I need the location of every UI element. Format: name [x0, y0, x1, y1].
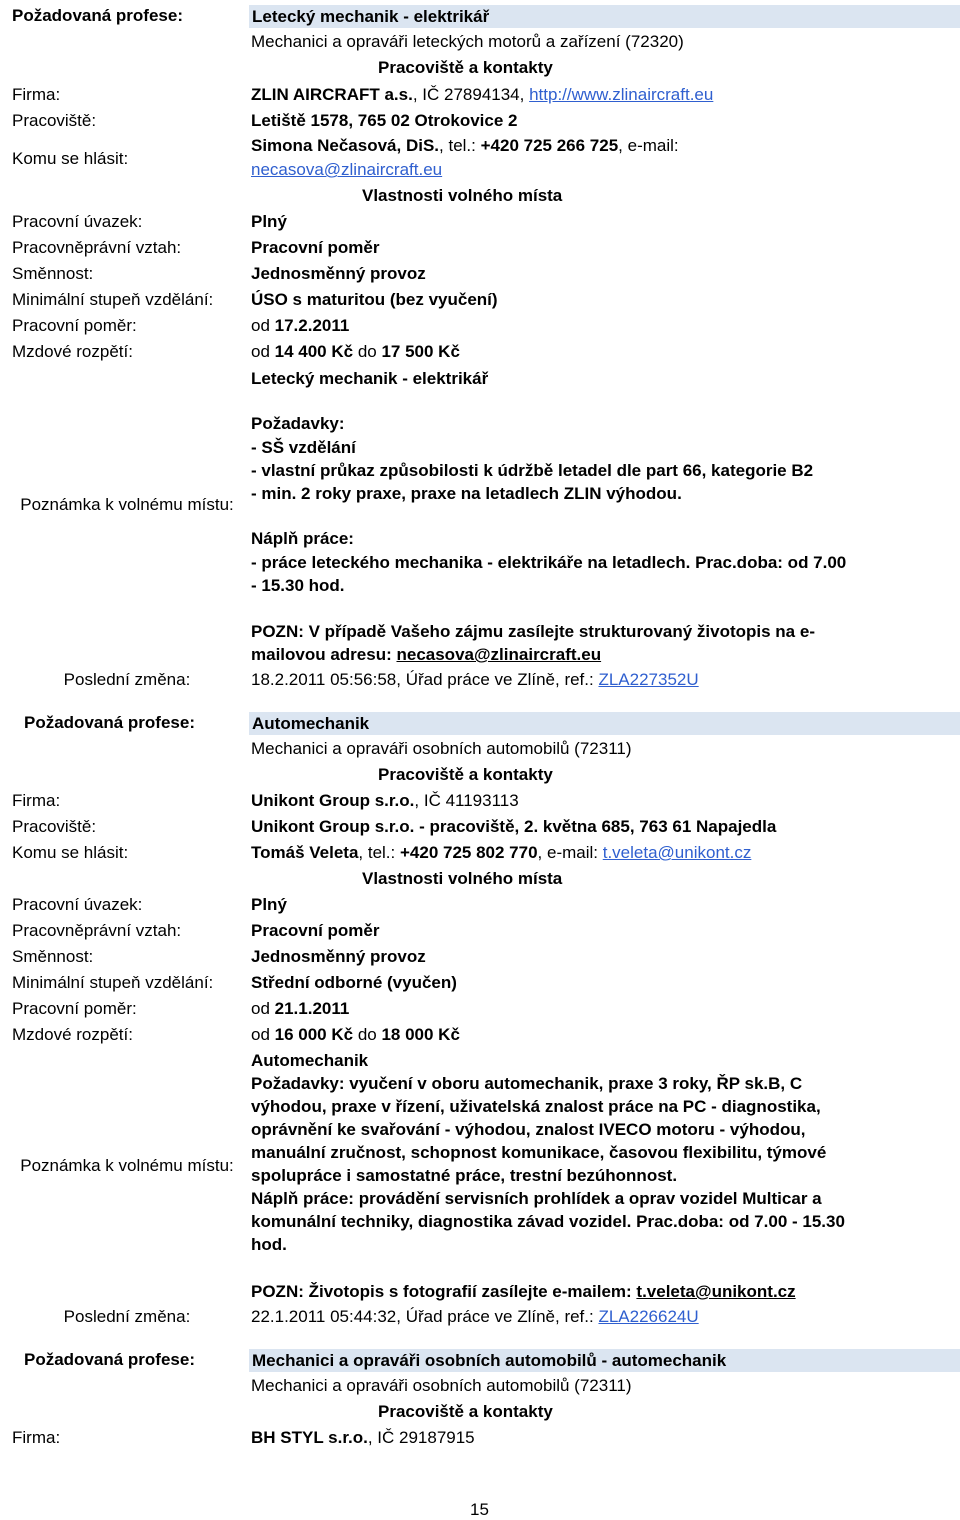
komu-email-link[interactable]: t.veleta@unikont.cz [602, 843, 752, 862]
mzda-do: do [353, 1025, 382, 1044]
pracoviste-value: Unikont Group s.r.o. - pracoviště, 2. května 685, 763 61 Napajedla [251, 817, 777, 836]
pozn-prefix: mailovou adresu: [251, 645, 397, 664]
pozn-line-1: POZN: V případě Vašeho zájmu zasílejte strukturovaný životopis na e- [251, 622, 815, 641]
pozn-email-link[interactable]: necasova@zlinaircraft.eu [396, 645, 602, 664]
komu-email-link[interactable]: necasova@zlinaircraft.eu [251, 160, 443, 179]
uvazek-label: Pracovní úvazek: [12, 895, 143, 914]
firma-ic: , IČ 41193113 [414, 791, 519, 810]
mzda-max: 18 000 Kč [381, 1025, 460, 1044]
pomer-prefix: od [251, 999, 275, 1018]
pomer-row [251, 316, 349, 336]
zmena-row [251, 1307, 699, 1327]
zmena-row [251, 670, 699, 690]
komu-name: Simona Nečasová, DiS. [251, 136, 440, 155]
zmena-label: Poslední změna: [63, 1307, 191, 1326]
smennost-value: Jednosměnný provoz [251, 947, 426, 966]
poznamka-title: Letecký mechanik - elektrikář [251, 369, 489, 388]
pozadavky-line-3: - min. 2 roky praxe, praxe na letadlech ZLIN výhodou. [251, 484, 682, 503]
zmena-text: 22.1.2011 05:44:32, Úřad práce ve Zlíně, ref.: [251, 1307, 599, 1326]
vztah-label: Pracovněprávní vztah: [12, 921, 182, 940]
poznamka-line: výhodou, praxe v řízení, uživatelská znalost práce na PC - diagnostika, [251, 1097, 821, 1116]
zmena-text: 18.2.2011 05:56:58, Úřad práce ve Zlíně, ref.: [251, 670, 599, 689]
mzda-do: do [353, 342, 382, 361]
pomer-date: 17.2.2011 [274, 316, 350, 335]
profese-value: Letecký mechanik - elektrikář [249, 5, 960, 28]
firma-name: ZLIN AIRCRAFT a.s. [251, 85, 413, 104]
mzda-min: 16 000 Kč [274, 1025, 354, 1044]
komu-label: Komu se hlásit: [12, 843, 129, 862]
komu-tel: +420 725 266 725 [480, 136, 619, 155]
uvazek-label: Pracovní úvazek: [12, 212, 143, 231]
poznamka-line: manuální zručnost, schopnost komunikace, časovou flexibilitu, týmové [251, 1143, 827, 1162]
uvazek-value: Plný [251, 895, 287, 914]
uvazek-value: Plný [251, 212, 287, 231]
mzda-row [251, 1025, 460, 1045]
mzda-row [251, 342, 460, 362]
pozn-line-2 [251, 645, 601, 665]
poznamka-line: komunální techniky, diagnostika závad vozidel. Prac.doba: od 7.00 - 15.30 [251, 1212, 845, 1231]
pomer-label: Pracovní poměr: [12, 316, 137, 335]
section-props: Vlastnosti volného místa [362, 869, 563, 888]
profese-label: Požadovaná profese: [24, 713, 195, 732]
pomer-date: 21.1.2011 [274, 999, 350, 1018]
poznamka-line: Požadavky: vyučení v oboru automechanik, praxe 3 roky, ŘP sk.B, C [251, 1074, 803, 1093]
firma-label: Firma: [12, 791, 61, 810]
zmena-ref-link[interactable]: ZLA227352U [598, 670, 699, 689]
firma-label: Firma: [12, 1428, 61, 1447]
kategorie: Mechanici a opraváři osobních automobilů (72311) [251, 739, 632, 758]
poznamka-label: Poznámka k volnému místu: [20, 1156, 234, 1175]
napln-line-2: - 15.30 hod. [251, 576, 345, 595]
section-contacts: Pracoviště a kontakty [378, 58, 553, 77]
komu-row [251, 843, 751, 863]
komu-email-prefix: , e-mail: [537, 843, 603, 862]
firma-name: Unikont Group s.r.o. [251, 791, 415, 810]
firma-row [251, 85, 713, 105]
smennost-label: Směnnost: [12, 947, 94, 966]
napln-head: Náplň práce: [251, 529, 354, 548]
pozadavky-line-2: - vlastní průkaz způsobilosti k údržbě letadel dle part 66, kategorie B2 [251, 461, 814, 480]
poznamka-line: spolupráce i samostatné práce, trestní bezúhonnost. [251, 1166, 678, 1185]
profese-value: Mechanici a opraváři osobních automobilů - automechanik [249, 1349, 960, 1372]
firma-name: BH STYL s.r.o. [251, 1428, 368, 1447]
poznamka-label: Poznámka k volnému místu: [20, 495, 234, 514]
pomer-label: Pracovní poměr: [12, 999, 137, 1018]
poznamka-line: oprávnění ke svařování - výhodou, znalost IVECO motoru - výhodou, [251, 1120, 806, 1139]
vztah-value: Pracovní poměr [251, 921, 380, 940]
profese-label: Požadovaná profese: [24, 1350, 195, 1369]
komu-tel-prefix: , tel.: [439, 136, 481, 155]
komu-tel: +420 725 802 770 [399, 843, 538, 862]
mzda-od: od [251, 1025, 275, 1044]
firma-row [251, 1428, 475, 1448]
vzdelani-label: Minimální stupeň vzdělání: [12, 973, 214, 992]
kategorie: Mechanici a opraváři leteckých motorů a zařízení (72320) [251, 32, 684, 51]
mzda-od: od [251, 342, 275, 361]
profese-value: Automechanik [249, 712, 960, 735]
mzda-label: Mzdové rozpětí: [12, 1025, 133, 1044]
pracoviste-label: Pracoviště: [12, 817, 97, 836]
firma-label: Firma: [12, 85, 61, 104]
poznamka-line: hod. [251, 1235, 287, 1254]
mzda-max: 17 500 Kč [381, 342, 460, 361]
komu-tel-prefix: , tel.: [358, 843, 400, 862]
section-contacts: Pracoviště a kontakty [378, 765, 553, 784]
smennost-label: Směnnost: [12, 264, 94, 283]
vztah-label: Pracovněprávní vztah: [12, 238, 182, 257]
pozn-line [251, 1282, 796, 1302]
pomer-row [251, 999, 349, 1019]
page-number: 15 [470, 1500, 489, 1519]
mzda-min: 14 400 Kč [274, 342, 354, 361]
pozadavky-line-1: - SŠ vzdělání [251, 438, 356, 457]
napln-line-1: - práce leteckého mechanika - elektrikáře na letadlech. Prac.doba: od 7.00 [251, 553, 847, 572]
firma-row [251, 791, 519, 811]
profese-label: Požadovaná profese: [12, 6, 183, 25]
vztah-value: Pracovní poměr [251, 238, 380, 257]
zmena-label: Poslední změna: [63, 670, 191, 689]
komu-label: Komu se hlásit: [12, 149, 129, 168]
poznamka-line: Náplň práce: provádění servisních prohlídek a oprav vozidel Multicar a [251, 1189, 822, 1208]
pozn-prefix: POZN: Životopis s fotografií zasílejte e-mailem: [251, 1282, 637, 1301]
komu-name: Tomáš Veleta [251, 843, 359, 862]
pracoviste-value: Letiště 1578, 765 02 Otrokovice 2 [251, 111, 518, 130]
section-contacts: Pracoviště a kontakty [378, 1402, 553, 1421]
firma-ic: , IČ 27894134, [412, 85, 530, 104]
smennost-value: Jednosměnný provoz [251, 264, 426, 283]
zmena-ref-link[interactable]: ZLA226624U [598, 1307, 699, 1326]
pozn-email-link[interactable]: t.veleta@unikont.cz [636, 1282, 796, 1301]
vzdelani-label: Minimální stupeň vzdělání: [12, 290, 214, 309]
pozadavky-head: Požadavky: [251, 414, 345, 433]
firma-ic: , IČ 29187915 [367, 1428, 475, 1447]
mzda-label: Mzdové rozpětí: [12, 342, 133, 361]
pomer-prefix: od [251, 316, 275, 335]
komu-row [251, 136, 679, 156]
vzdelani-value: Střední odborné (vyučen) [251, 973, 457, 992]
kategorie: Mechanici a opraváři osobních automobilů (72311) [251, 1376, 632, 1395]
section-props: Vlastnosti volného místa [362, 186, 563, 205]
vzdelani-value: ÚSO s maturitou (bez vyučení) [251, 290, 498, 309]
pracoviste-label: Pracoviště: [12, 111, 97, 130]
komu-email-row [251, 160, 442, 180]
poznamka-title: Automechanik [251, 1051, 369, 1070]
firma-url-link[interactable]: http://www.zlinaircraft.eu [529, 85, 714, 104]
komu-email-prefix: , e-mail: [618, 136, 679, 155]
